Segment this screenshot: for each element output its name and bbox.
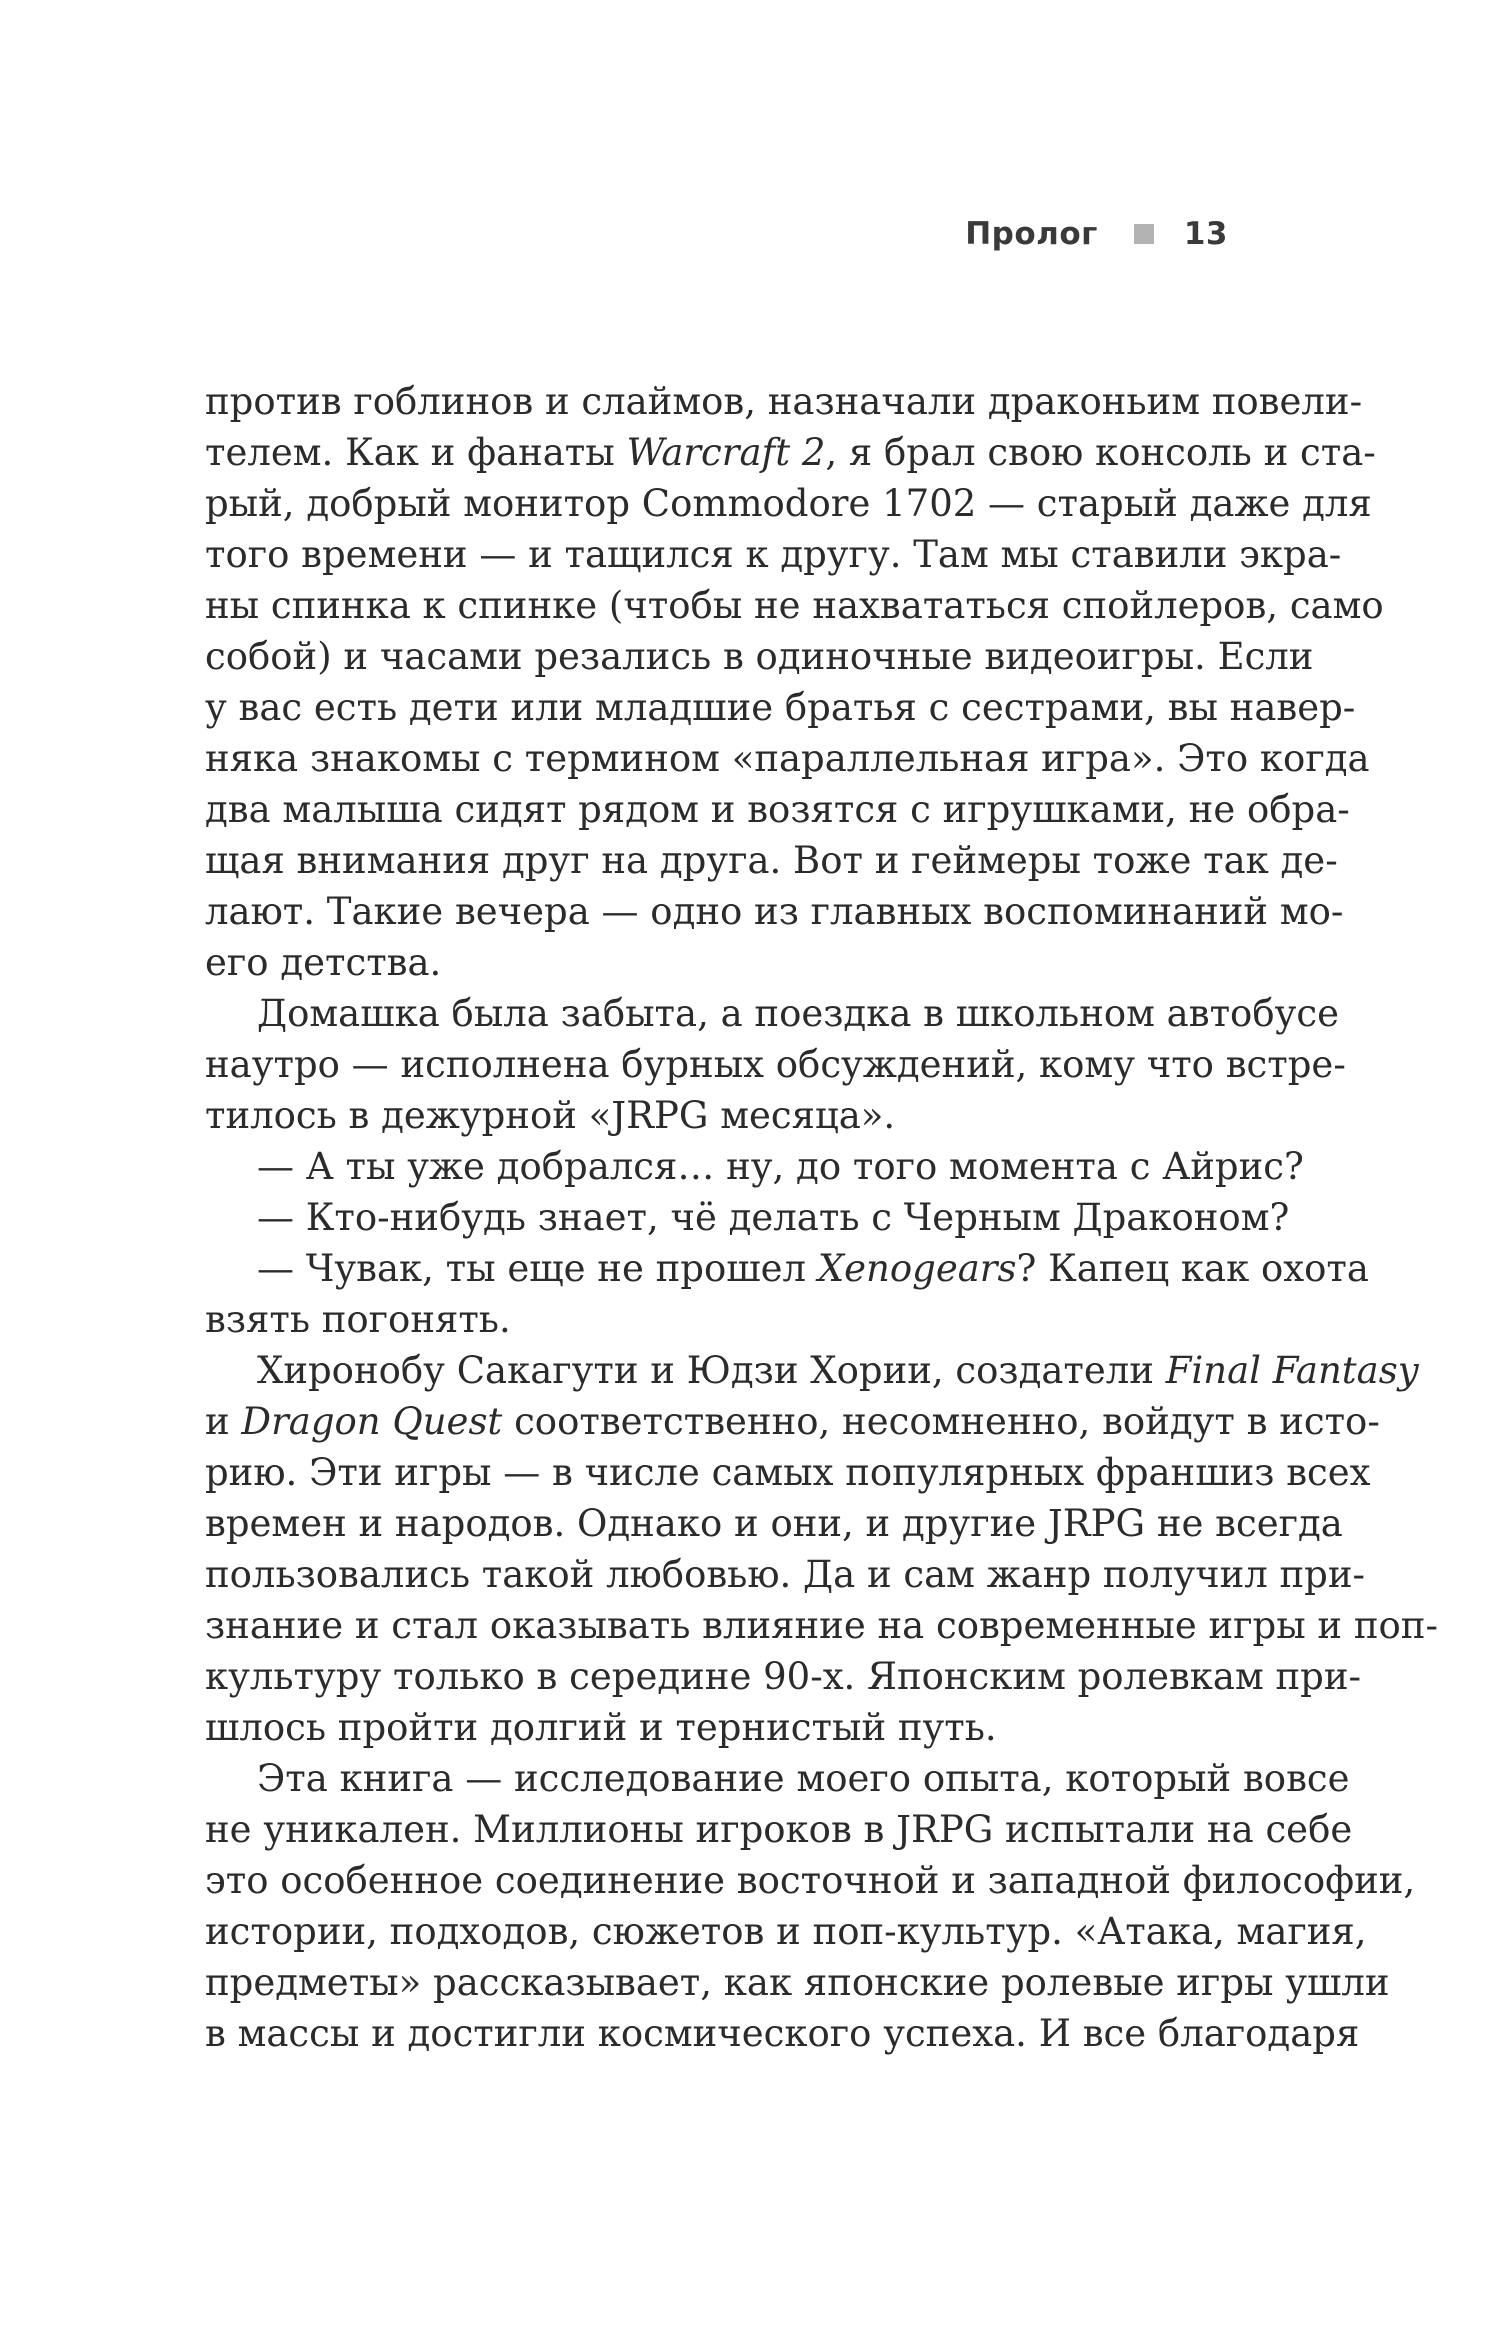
- text-line: его детства.: [205, 941, 442, 984]
- text-line: того времени — и тащился к другу. Там мы ставили экра-: [205, 533, 1342, 576]
- section-title: Пролог: [965, 216, 1098, 252]
- text-line: культуру только в середине 90-х. Японским ролевкам при-: [205, 1655, 1362, 1698]
- running-header: [965, 212, 1228, 256]
- text-line: рию. Эти игры — в числе самых популярных франшиз всех: [205, 1451, 1371, 1494]
- text-line: Хиронобу Сакагути и Юдзи Хории, создатели Final Fantasy: [257, 1349, 1419, 1392]
- text-line: щая внимания друг на друга. Вот и геймеры тоже так де-: [205, 839, 1338, 882]
- text-line: Домашка была забыта, а поездка в школьном автобусе: [257, 992, 1339, 1035]
- text-line: шлось пройти долгий и тернистый путь.: [205, 1706, 997, 1749]
- body-text: [205, 376, 1438, 2059]
- text-line: истории, подходов, сюжетов и поп-культур. «Атака, магия,: [205, 1910, 1367, 1953]
- text-line: в массы и достигли космического успеха. И все благодаря: [205, 2012, 1360, 2055]
- italic-title: Final Fantasy: [1165, 1349, 1419, 1392]
- separator-square-icon: [1134, 224, 1154, 244]
- text-line: у вас есть дети или младшие братья с сестрами, вы навер-: [205, 686, 1356, 729]
- text-line: лают. Такие вечера — одно из главных воспоминаний мо-: [205, 890, 1344, 933]
- italic-title: Dragon Quest: [241, 1400, 503, 1443]
- text-line: наутро — исполнена бурных обсуждений, кому что встре-: [205, 1043, 1346, 1086]
- text-line: взять погонять.: [205, 1298, 511, 1341]
- italic-title: Xenogears: [817, 1247, 1017, 1290]
- text-line: не уникален. Миллионы игроков в JRPG испытали на себе: [205, 1808, 1353, 1851]
- text-line: два малыша сидят рядом и возятся с игрушками, не обра-: [205, 788, 1350, 831]
- italic-title: Warcraft 2: [626, 431, 826, 474]
- text-line: няка знакомы с термином «параллельная игра». Это когда: [205, 737, 1370, 780]
- text-line: времен и народов. Однако и они, и другие JRPG не всегда: [205, 1502, 1343, 1545]
- text-line: — Кто-нибудь знает, чё делать с Черным Драконом?: [257, 1196, 1290, 1239]
- text-line: ны спинка к спинке (чтобы не нахвататься спойлеров, само: [205, 584, 1384, 627]
- text-line: предметы» рассказывает, как японские ролевые игры ушли: [205, 1961, 1390, 2004]
- text-line: телем. Как и фанаты Warcraft 2, я брал свою консоль и ста-: [205, 431, 1376, 474]
- text-line: против гоблинов и слаймов, назначали драконьим повели-: [205, 380, 1363, 423]
- text-line: рый, добрый монитор Commodore 1702 — старый даже для: [205, 482, 1372, 525]
- text-line: это особенное соединение восточной и западной философии,: [205, 1859, 1416, 1902]
- text-line: пользовались такой любовью. Да и сам жанр получил при-: [205, 1553, 1366, 1596]
- text-line: тилось в дежурной «JRPG месяца».: [205, 1094, 896, 1137]
- text-line: и Dragon Quest соответственно, несомненно, войдут в исто-: [205, 1400, 1380, 1443]
- text-line: — Чувак, ты еще не прошел Xenogears? Капец как охота: [257, 1247, 1369, 1290]
- text-line: — А ты уже добрался… ну, до того момента с Айрис?: [257, 1145, 1304, 1188]
- text-line: Эта книга — исследование моего опыта, который вовсе: [257, 1757, 1350, 1800]
- text-line: собой) и часами резались в одиночные видеоигры. Если: [205, 635, 1314, 678]
- text-line: знание и стал оказывать влияние на современные игры и поп-: [205, 1604, 1438, 1647]
- page-number: 13: [1183, 216, 1228, 252]
